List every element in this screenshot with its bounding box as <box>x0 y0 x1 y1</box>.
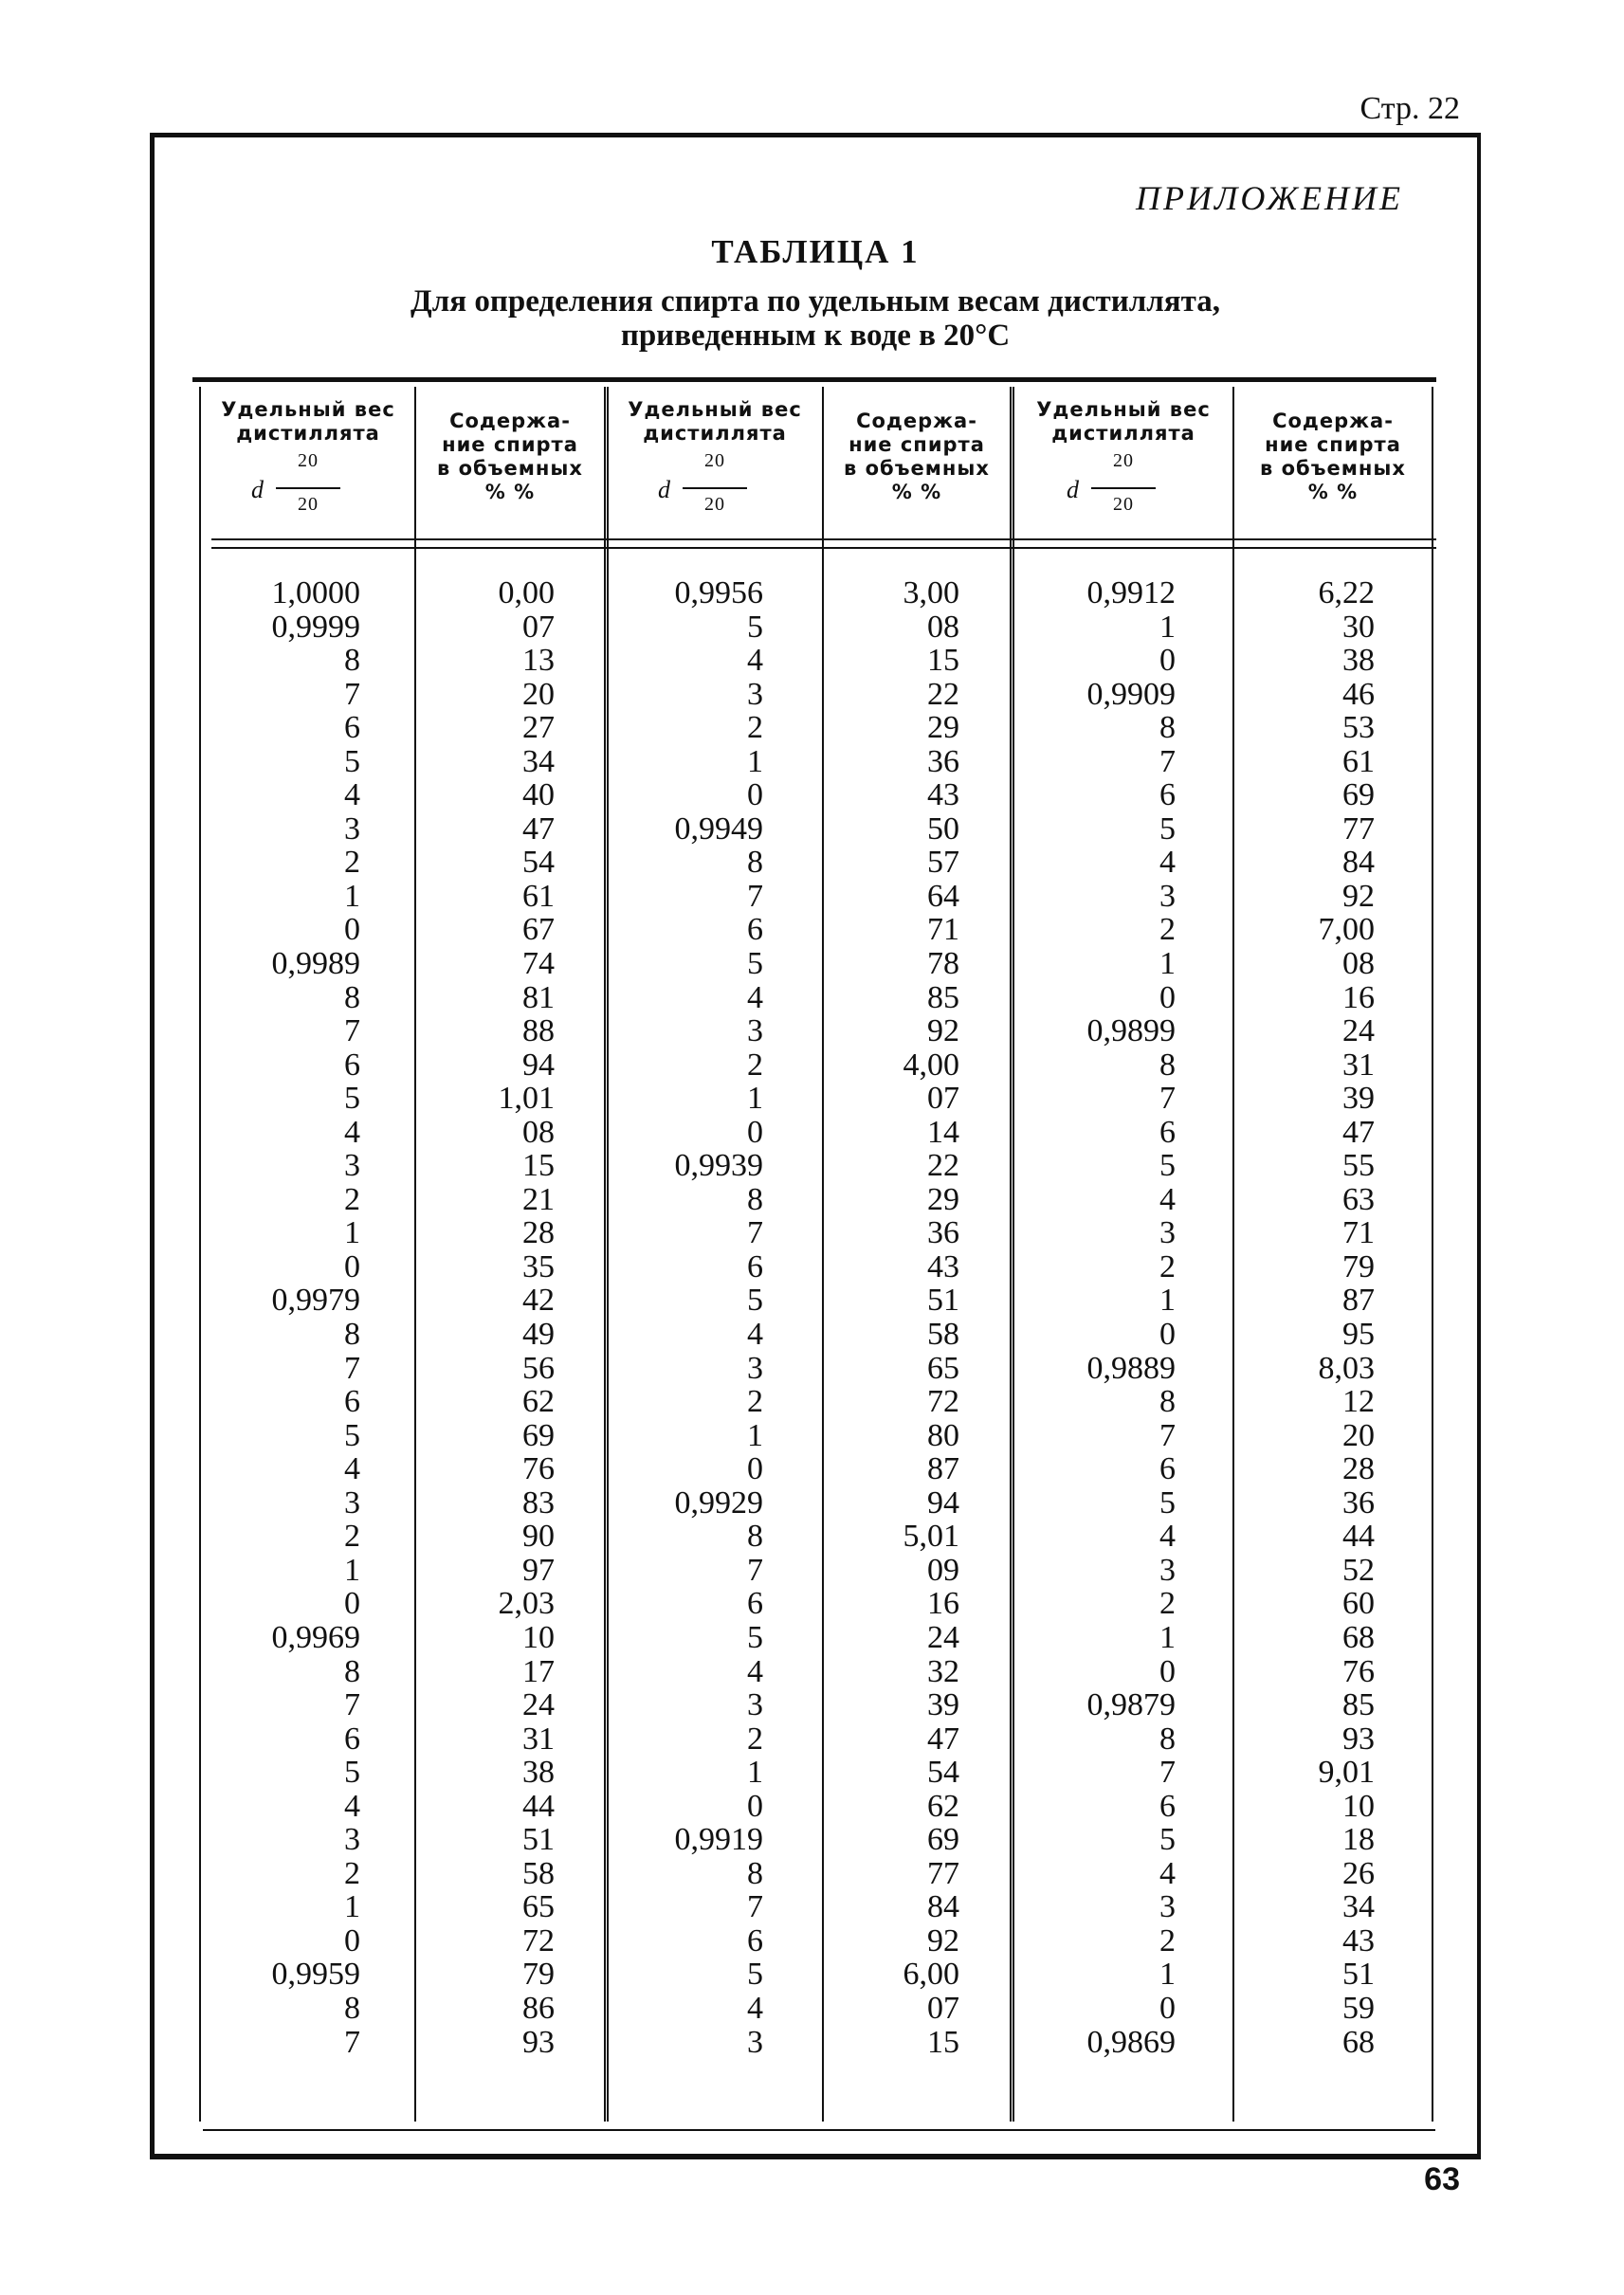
table-cell: 55 <box>1342 1148 1375 1184</box>
table-cell: 50 <box>927 811 959 847</box>
table-cell: 3 <box>747 1687 763 1723</box>
table-cell: 0 <box>344 1248 360 1284</box>
table-cell: 1 <box>344 1215 360 1251</box>
table-cell: 4 <box>1159 1181 1176 1217</box>
table-cell: 0,9999 <box>271 609 360 645</box>
table-subtitle <box>237 284 1394 353</box>
table-cell: 0 <box>1159 1990 1176 2026</box>
table-cell: 42 <box>522 1283 555 1319</box>
table-cell: 67 <box>522 912 555 948</box>
table-cell: 63 <box>1342 1181 1375 1217</box>
table-cell: 47 <box>1342 1114 1375 1150</box>
table-cell: 65 <box>522 1889 555 1925</box>
table-cell: 43 <box>1342 1922 1375 1958</box>
table-cell: 3 <box>1159 1889 1176 1925</box>
table-cell: 6 <box>747 1248 763 1284</box>
table-cell: 80 <box>927 1417 959 1453</box>
table-cell: 3 <box>747 2024 763 2060</box>
table-cell: 77 <box>927 1855 959 1891</box>
table-cell: 54 <box>927 1755 959 1791</box>
col-separator-4 <box>1010 387 1014 2122</box>
table-cell: 0,9889 <box>1086 1350 1176 1386</box>
table-cell: 1 <box>747 743 763 779</box>
table-cell: 16 <box>1342 979 1375 1015</box>
table-cell: 1,0000 <box>271 575 360 610</box>
density-column-3 <box>1043 576 1176 2059</box>
table-cell: 2,03 <box>498 1586 555 1622</box>
density-symbol: 20 d 20 <box>610 449 820 525</box>
table-cell: 31 <box>1342 1047 1375 1083</box>
table-cell: 2 <box>344 845 360 881</box>
table-cell: 43 <box>927 777 959 813</box>
subtitle-line-1: Для определения спирта по удельным весам дистиллята, <box>411 284 1220 319</box>
table-cell: 8 <box>747 1181 763 1217</box>
table-cell: 16 <box>927 1586 959 1622</box>
table-cell: 92 <box>1342 878 1375 914</box>
table-cell: 87 <box>1342 1283 1375 1319</box>
table-cell: 2 <box>747 1047 763 1083</box>
table-cell: 64 <box>927 878 959 914</box>
table-cell: 0 <box>1159 643 1176 679</box>
table-cell: 39 <box>1342 1081 1375 1117</box>
table-cell: 3 <box>1159 878 1176 914</box>
table-cell: 10 <box>522 1619 555 1655</box>
table-cell: 84 <box>927 1889 959 1925</box>
table-cell: 8 <box>344 643 360 679</box>
table-cell: 0,9912 <box>1086 575 1176 610</box>
table-cell: 6 <box>747 1586 763 1622</box>
header-alcohol-1: Содержа- ние спирта в объемных % % <box>437 410 583 503</box>
table-cell: 07 <box>927 1081 959 1117</box>
table-cell: 51 <box>1342 1957 1375 1993</box>
table-cell: 3,00 <box>903 575 959 610</box>
table-cell: 4 <box>344 1451 360 1487</box>
table-cell: 7 <box>344 1350 360 1386</box>
table-cell: 7 <box>747 878 763 914</box>
table-cell: 8 <box>344 1317 360 1353</box>
table-cell: 3 <box>344 1484 360 1521</box>
table-cell: 15 <box>522 1148 555 1184</box>
table-cell: 0,9899 <box>1086 1013 1176 1049</box>
table-cell: 8 <box>1159 1384 1176 1420</box>
table-cell: 0 <box>1159 1653 1176 1689</box>
table-cell: 20 <box>1342 1417 1375 1453</box>
table-cell: 7 <box>747 1889 763 1925</box>
table-cell: 61 <box>522 878 555 914</box>
table-cell: 6 <box>1159 777 1176 813</box>
table-cell: 0,9979 <box>271 1283 360 1319</box>
table-cell: 85 <box>927 979 959 1015</box>
table-cell: 94 <box>927 1484 959 1521</box>
table-cell: 71 <box>927 912 959 948</box>
table-cell: 8 <box>1159 710 1176 746</box>
table-cell: 38 <box>1342 643 1375 679</box>
table-cell: 8 <box>747 1519 763 1555</box>
table-cell: 08 <box>1342 946 1375 982</box>
table-cell: 44 <box>1342 1519 1375 1555</box>
table-cell: 90 <box>522 1519 555 1555</box>
table-cell: 5,01 <box>903 1519 959 1555</box>
table-cell: 7 <box>344 676 360 712</box>
table-cell: 28 <box>1342 1451 1375 1487</box>
table-cell: 4 <box>747 1653 763 1689</box>
table-cell: 20 <box>522 676 555 712</box>
table-cell: 24 <box>522 1687 555 1723</box>
alcohol-column-1 <box>427 576 555 2059</box>
table-cell: 87 <box>927 1451 959 1487</box>
table-cell: 34 <box>1342 1889 1375 1925</box>
table-cell: 92 <box>927 1013 959 1049</box>
table-cell: 5 <box>344 1081 360 1117</box>
table-cell: 8 <box>747 1855 763 1891</box>
table-cell: 6 <box>344 710 360 746</box>
table-cell: 93 <box>1342 1721 1375 1757</box>
table-cell: 0,9929 <box>674 1484 763 1521</box>
page-number-top: Стр. 22 <box>1359 91 1460 126</box>
table-cell: 4 <box>344 1788 360 1824</box>
table-cell: 1 <box>747 1417 763 1453</box>
table-cell: 09 <box>927 1552 959 1588</box>
alcohol-column-3 <box>1242 576 1375 2059</box>
table-cell: 51 <box>522 1822 555 1858</box>
header-density-3: Удельный вес дистиллята 20 d 20 <box>1015 398 1232 525</box>
table-cell: 6,00 <box>903 1957 959 1993</box>
table-cell: 6,22 <box>1318 575 1375 610</box>
table-cell: 2 <box>747 1721 763 1757</box>
table-cell: 26 <box>1342 1855 1375 1891</box>
table-cell: 22 <box>927 676 959 712</box>
table-cell: 97 <box>522 1552 555 1588</box>
table-cell: 5 <box>344 743 360 779</box>
table-cell: 79 <box>1342 1248 1375 1284</box>
table-cell: 6 <box>1159 1114 1176 1150</box>
table-cell: 36 <box>1342 1484 1375 1521</box>
table-cell: 4,00 <box>903 1047 959 1083</box>
table-cell: 69 <box>927 1822 959 1858</box>
table-cell: 60 <box>1342 1586 1375 1622</box>
table-cell: 0 <box>1159 1317 1176 1353</box>
table-cell: 1 <box>747 1755 763 1791</box>
col-separator-3 <box>822 387 824 2122</box>
table-cell: 95 <box>1342 1317 1375 1353</box>
table-cell: 3 <box>747 1350 763 1386</box>
table-cell: 34 <box>522 743 555 779</box>
table-cell: 0,9879 <box>1086 1687 1176 1723</box>
table-cell: 40 <box>522 777 555 813</box>
table-cell: 0 <box>344 1922 360 1958</box>
table-cell: 17 <box>522 1653 555 1689</box>
table-cell: 53 <box>1342 710 1375 746</box>
table-cell: 15 <box>927 643 959 679</box>
table-cell: 1 <box>747 1081 763 1117</box>
table-cell: 0,9949 <box>674 811 763 847</box>
table-cell: 6 <box>344 1047 360 1083</box>
table-cell: 7 <box>344 1687 360 1723</box>
table-cell: 8,03 <box>1318 1350 1375 1386</box>
table-cell: 56 <box>522 1350 555 1386</box>
table-cell: 3 <box>1159 1215 1176 1251</box>
table-cell: 4 <box>747 643 763 679</box>
table-cell: 54 <box>522 845 555 881</box>
table-cell: 22 <box>927 1148 959 1184</box>
table-cell: 49 <box>522 1317 555 1353</box>
table-cell: 32 <box>927 1653 959 1689</box>
table-cell: 6 <box>1159 1788 1176 1824</box>
table-cell: 44 <box>522 1788 555 1824</box>
table-cell: 68 <box>1342 1619 1375 1655</box>
table-cell: 76 <box>1342 1653 1375 1689</box>
table-cell: 1,01 <box>498 1081 555 1117</box>
table-cell: 93 <box>522 2024 555 2060</box>
table-cell: 8 <box>344 979 360 1015</box>
table-cell: 47 <box>522 811 555 847</box>
table-cell: 15 <box>927 2024 959 2060</box>
header-density-2: Удельный вес дистиллята 20 d 20 <box>610 398 820 525</box>
col-separator-1 <box>414 387 416 2122</box>
table-cell: 4 <box>1159 1519 1176 1555</box>
table-cell: 21 <box>522 1181 555 1217</box>
table-cell: 6 <box>747 1922 763 1958</box>
table-cell: 5 <box>1159 811 1176 847</box>
table-cell: 83 <box>522 1484 555 1521</box>
table-cell: 3 <box>344 1148 360 1184</box>
table-cell: 2 <box>1159 1922 1176 1958</box>
density-symbol: 20 d 20 <box>203 449 413 525</box>
table-cell: 4 <box>1159 1855 1176 1891</box>
table-cell: 62 <box>522 1384 555 1420</box>
table-cell: 7 <box>1159 1081 1176 1117</box>
table-cell: 6 <box>344 1384 360 1420</box>
header-alcohol-3: Содержа- ние спирта в объемных % % <box>1260 410 1406 503</box>
table-top-rule <box>192 377 1436 382</box>
table-cell: 29 <box>927 1181 959 1217</box>
table-cell: 62 <box>927 1788 959 1824</box>
table-cell: 36 <box>927 743 959 779</box>
table-cell: 39 <box>927 1687 959 1723</box>
table-cell: 0,9939 <box>674 1148 763 1184</box>
table-cell: 92 <box>927 1922 959 1958</box>
table-cell: 0 <box>344 912 360 948</box>
density-symbol: 20 d 20 <box>1015 449 1232 525</box>
subtitle-line-2: приведенным к воде в 20°С <box>620 319 1011 353</box>
table-cell: 4 <box>344 777 360 813</box>
col-separator-right <box>1432 387 1433 2122</box>
table-cell: 31 <box>522 1721 555 1757</box>
table-cell: 7,00 <box>1318 912 1375 948</box>
table-cell: 10 <box>1342 1788 1375 1824</box>
table-cell: 76 <box>522 1451 555 1487</box>
table-cell: 4 <box>747 1317 763 1353</box>
table-cell: 3 <box>344 1822 360 1858</box>
table-cell: 12 <box>1342 1384 1375 1420</box>
table-cell: 1 <box>344 878 360 914</box>
table-cell: 8 <box>1159 1721 1176 1757</box>
table-cell: 5 <box>1159 1148 1176 1184</box>
table-cell: 58 <box>927 1317 959 1353</box>
table-cell: 71 <box>1342 1215 1375 1251</box>
table-cell: 2 <box>344 1519 360 1555</box>
col-separator-2 <box>604 387 609 2122</box>
table-cell: 8 <box>344 1990 360 2026</box>
table-cell: 84 <box>1342 845 1375 881</box>
table-cell: 30 <box>1342 609 1375 645</box>
table-cell: 5 <box>344 1417 360 1453</box>
table-cell: 0,9956 <box>674 575 763 610</box>
table-cell: 61 <box>1342 743 1375 779</box>
table-cell: 8 <box>747 845 763 881</box>
table-cell: 1 <box>344 1552 360 1588</box>
table-cell: 7 <box>747 1215 763 1251</box>
table-cell: 5 <box>747 1283 763 1319</box>
col-separator-left <box>199 387 201 2122</box>
table-cell: 88 <box>522 1013 555 1049</box>
table-cell: 47 <box>927 1721 959 1757</box>
page-number-bottom: 63 <box>1424 2161 1460 2197</box>
table-cell: 68 <box>1342 2024 1375 2060</box>
table-cell: 1 <box>344 1889 360 1925</box>
table-cell: 6 <box>747 912 763 948</box>
table-cell: 78 <box>927 946 959 982</box>
table-cell: 46 <box>1342 676 1375 712</box>
table-title: ТАБЛИЦА 1 <box>711 233 920 270</box>
table-cell: 74 <box>522 946 555 982</box>
table-cell: 0 <box>747 1451 763 1487</box>
table-cell: 24 <box>927 1619 959 1655</box>
table-cell: 3 <box>747 676 763 712</box>
table-cell: 18 <box>1342 1822 1375 1858</box>
table-cell: 07 <box>522 609 555 645</box>
table-cell: 07 <box>927 1990 959 2026</box>
table-cell: 58 <box>522 1855 555 1891</box>
table-cell: 5 <box>747 1619 763 1655</box>
table-cell: 0,9919 <box>674 1822 763 1858</box>
table-cell: 72 <box>927 1384 959 1420</box>
table-cell: 0 <box>1159 979 1176 1015</box>
density-column-1 <box>228 576 360 2059</box>
table-cell: 7 <box>344 1013 360 1049</box>
table-cell: 2 <box>1159 1248 1176 1284</box>
table-cell: 81 <box>522 979 555 1015</box>
table-header-rule-2 <box>211 547 1436 549</box>
table-cell: 08 <box>927 609 959 645</box>
table-cell: 2 <box>1159 912 1176 948</box>
appendix-label: ПРИЛОЖЕНИЕ <box>1136 179 1403 217</box>
table-cell: 7 <box>1159 1755 1176 1791</box>
table-cell: 14 <box>927 1114 959 1150</box>
table-header-rule <box>211 538 1436 540</box>
table-cell: 77 <box>1342 811 1375 847</box>
table-cell: 0 <box>747 1114 763 1150</box>
table-cell: 1 <box>1159 1619 1176 1655</box>
table-cell: 0,9869 <box>1086 2024 1176 2060</box>
table-cell: 3 <box>344 811 360 847</box>
table-cell: 59 <box>1342 1990 1375 2026</box>
table-cell: 6 <box>1159 1451 1176 1487</box>
table-cell: 7 <box>344 2024 360 2060</box>
table-cell: 5 <box>747 609 763 645</box>
table-cell: 0,9969 <box>271 1619 360 1655</box>
table-cell: 3 <box>1159 1552 1176 1588</box>
table-cell: 79 <box>522 1957 555 1993</box>
table-cell: 36 <box>927 1215 959 1251</box>
table-cell: 2 <box>344 1855 360 1891</box>
table-cell: 0,9989 <box>271 946 360 982</box>
table-cell: 2 <box>344 1181 360 1217</box>
table-cell: 7 <box>1159 743 1176 779</box>
table-cell: 3 <box>747 1013 763 1049</box>
table-cell: 4 <box>747 1990 763 2026</box>
table-cell: 51 <box>927 1283 959 1319</box>
table-cell: 6 <box>344 1721 360 1757</box>
table-cell: 27 <box>522 710 555 746</box>
table-cell: 0,00 <box>498 575 555 610</box>
table-cell: 1 <box>1159 1957 1176 1993</box>
alcohol-column-2 <box>834 576 959 2059</box>
table-cell: 13 <box>522 643 555 679</box>
table-cell: 29 <box>927 710 959 746</box>
table-cell: 08 <box>522 1114 555 1150</box>
table-cell: 0 <box>747 1788 763 1824</box>
table-cell: 52 <box>1342 1552 1375 1588</box>
table-cell: 2 <box>747 1384 763 1420</box>
table-cell: 0 <box>344 1586 360 1622</box>
table-cell: 7 <box>1159 1417 1176 1453</box>
table-cell: 1 <box>1159 1283 1176 1319</box>
table-cell: 0 <box>747 777 763 813</box>
table-cell: 5 <box>1159 1822 1176 1858</box>
table-cell: 72 <box>522 1922 555 1958</box>
density-column-2 <box>630 576 763 2059</box>
table-cell: 1 <box>1159 946 1176 982</box>
table-cell: 94 <box>522 1047 555 1083</box>
table-cell: 8 <box>344 1653 360 1689</box>
header-density-1: Удельный вес дистиллята 20 d 20 <box>203 398 413 525</box>
table-cell: 65 <box>927 1350 959 1386</box>
table-cell: 0,9959 <box>271 1957 360 1993</box>
header-alcohol-2: Содержа- ние спирта в объемных % % <box>844 410 990 503</box>
table-cell: 4 <box>747 979 763 1015</box>
table-cell: 57 <box>927 845 959 881</box>
table-cell: 8 <box>1159 1047 1176 1083</box>
table-cell: 69 <box>1342 777 1375 813</box>
table-cell: 85 <box>1342 1687 1375 1723</box>
table-cell: 24 <box>1342 1013 1375 1049</box>
table-cell: 7 <box>747 1552 763 1588</box>
table-bottom-rule <box>203 2129 1435 2131</box>
table-cell: 5 <box>747 946 763 982</box>
table-cell: 69 <box>522 1417 555 1453</box>
table-cell: 0,9909 <box>1086 676 1176 712</box>
table-cell: 35 <box>522 1248 555 1284</box>
table-cell: 4 <box>1159 845 1176 881</box>
table-cell: 2 <box>1159 1586 1176 1622</box>
table-cell: 2 <box>747 710 763 746</box>
table-cell: 28 <box>522 1215 555 1251</box>
table-cell: 43 <box>927 1248 959 1284</box>
table-cell: 9,01 <box>1318 1755 1375 1791</box>
table-cell: 5 <box>1159 1484 1176 1521</box>
col-separator-5 <box>1232 387 1234 2122</box>
table-cell: 5 <box>747 1957 763 1993</box>
table-cell: 5 <box>344 1755 360 1791</box>
table-cell: 38 <box>522 1755 555 1791</box>
table-cell: 4 <box>344 1114 360 1150</box>
table-cell: 86 <box>522 1990 555 2026</box>
table-cell: 1 <box>1159 609 1176 645</box>
